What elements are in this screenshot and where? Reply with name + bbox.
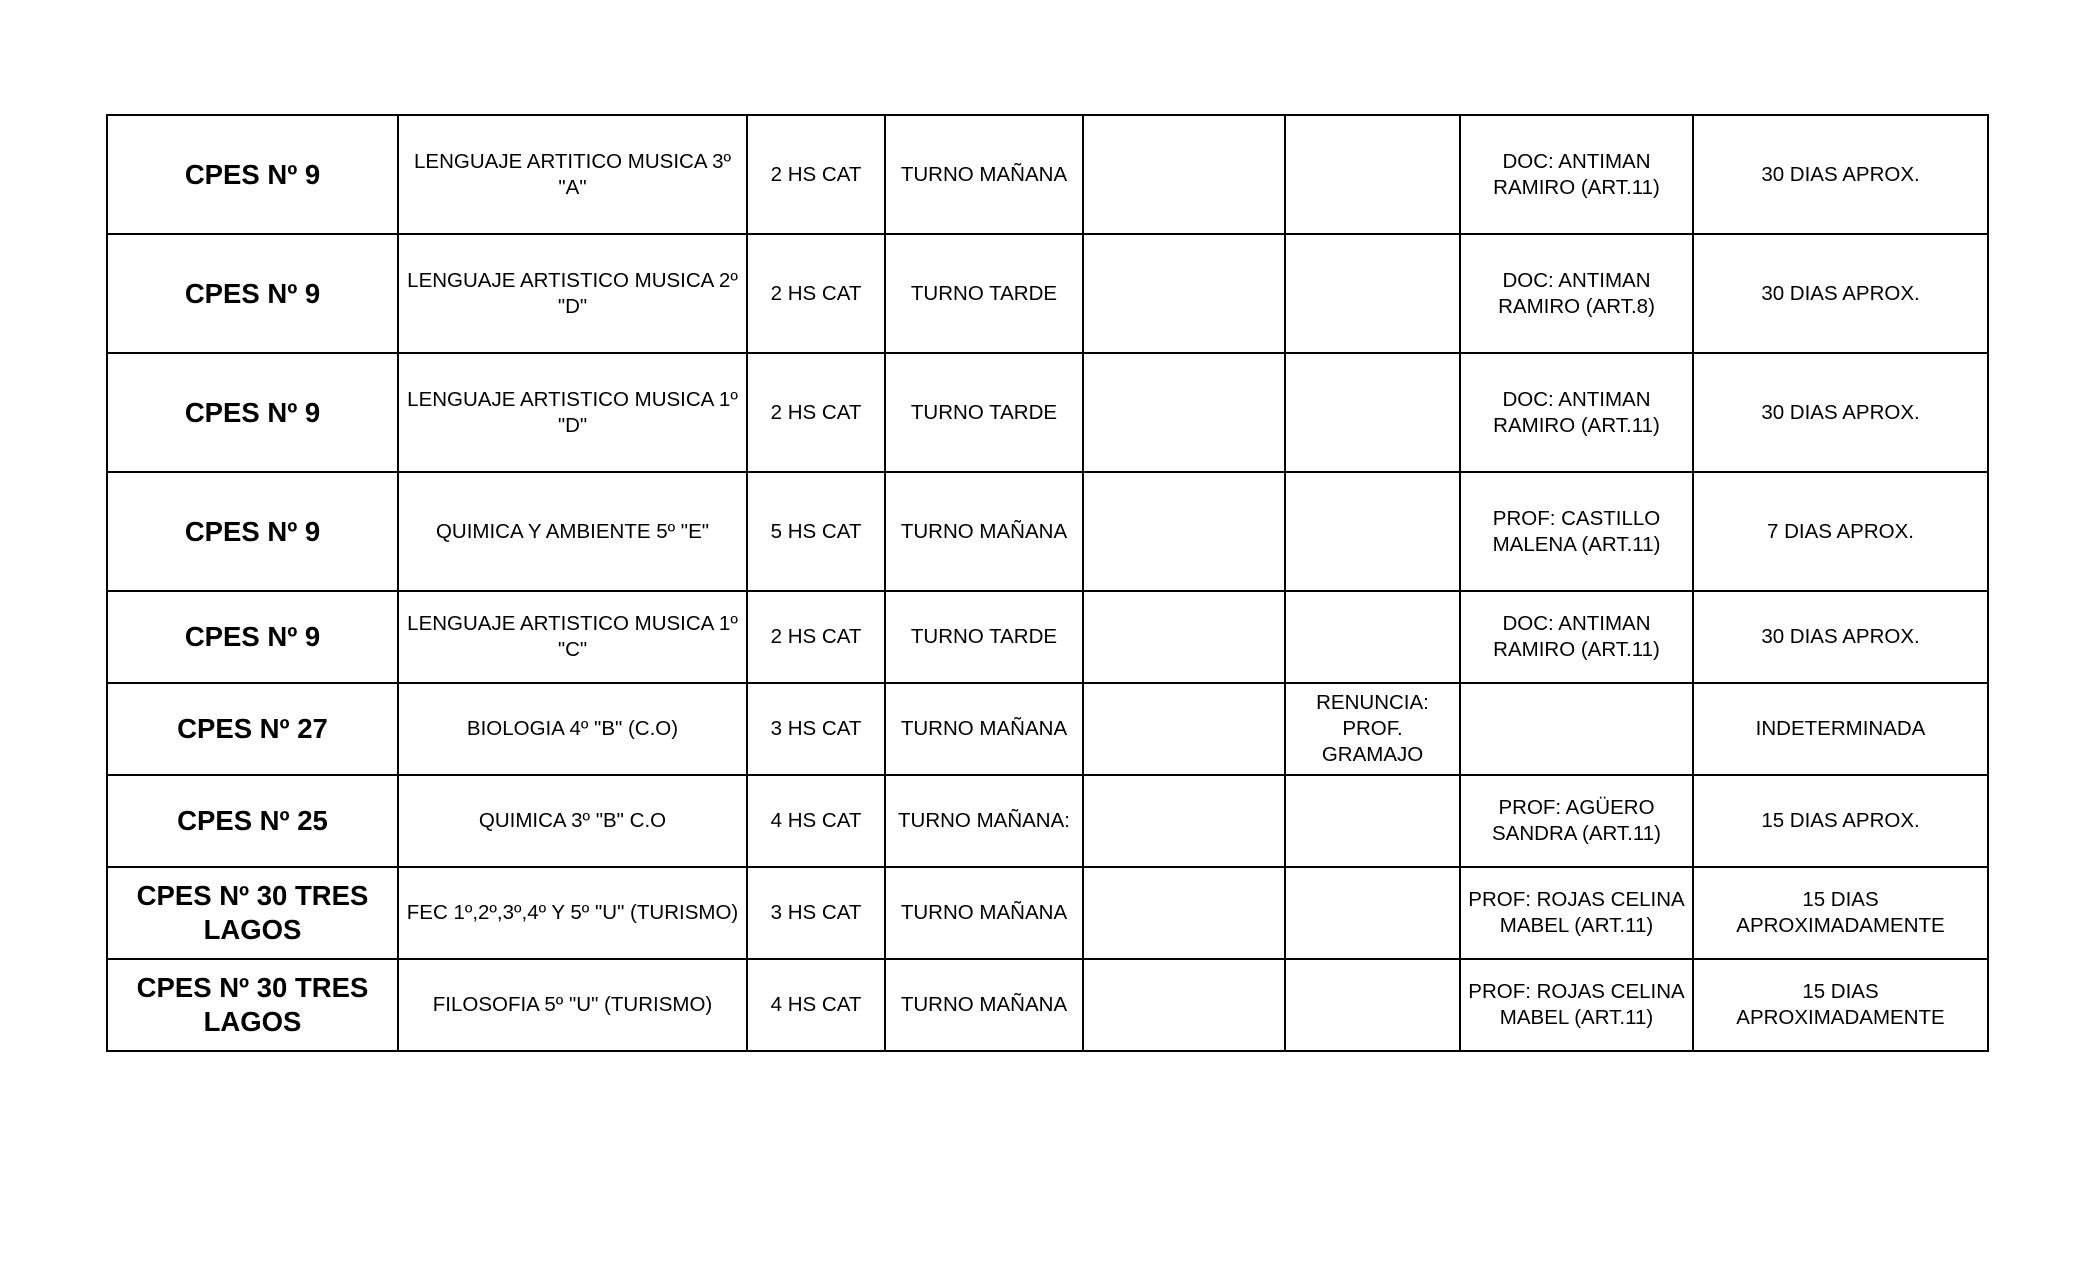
duration-cell: 30 DIAS APROX. (1693, 353, 1988, 472)
note-cell (1285, 115, 1460, 234)
shift-cell: TURNO MAÑANA (885, 867, 1083, 959)
teacher-cell: DOC: ANTIMAN RAMIRO (ART.11) (1460, 591, 1693, 683)
school-cell: CPES Nº 9 (107, 472, 398, 591)
table-row (107, 683, 1988, 775)
duration-cell: 7 DIAS APROX. (1693, 472, 1988, 591)
duration-cell: 30 DIAS APROX. (1693, 234, 1988, 353)
hours-cell: 3 HS CAT (747, 683, 885, 775)
school-cell: CPES Nº 27 (107, 683, 398, 775)
school-cell: CPES Nº 9 (107, 115, 398, 234)
hours-cell: 2 HS CAT (747, 234, 885, 353)
shift-cell: TURNO MAÑANA: (885, 775, 1083, 867)
school-cell: CPES Nº 30 TRES LAGOS (107, 867, 398, 959)
shift-cell: TURNO MAÑANA (885, 683, 1083, 775)
school-cell: CPES Nº 25 (107, 775, 398, 867)
subject-cell: FILOSOFIA 5º "U" (TURISMO) (398, 959, 747, 1051)
shift-cell: TURNO MAÑANA (885, 472, 1083, 591)
duration-cell: 15 DIAS APROXIMADAMENTE (1693, 867, 1988, 959)
table-row (107, 959, 1988, 1051)
note-cell (1285, 353, 1460, 472)
hours-cell: 3 HS CAT (747, 867, 885, 959)
school-cell: CPES Nº 9 (107, 591, 398, 683)
table-row (107, 867, 1988, 959)
empty-cell (1083, 234, 1285, 353)
empty-cell (1083, 353, 1285, 472)
duration-cell: 15 DIAS APROXIMADAMENTE (1693, 959, 1988, 1051)
table-row (107, 775, 1988, 867)
teacher-cell: PROF: CASTILLO MALENA (ART.11) (1460, 472, 1693, 591)
teacher-cell: PROF: ROJAS CELINA MABEL (ART.11) (1460, 867, 1693, 959)
teacher-cell: DOC: ANTIMAN RAMIRO (ART.8) (1460, 234, 1693, 353)
school-cell: CPES Nº 9 (107, 353, 398, 472)
teacher-cell (1460, 683, 1693, 775)
duration-cell: 30 DIAS APROX. (1693, 115, 1988, 234)
duration-cell: 15 DIAS APROX. (1693, 775, 1988, 867)
school-cell: CPES Nº 9 (107, 234, 398, 353)
empty-cell (1083, 775, 1285, 867)
teacher-cell: PROF: ROJAS CELINA MABEL (ART.11) (1460, 959, 1693, 1051)
note-cell (1285, 234, 1460, 353)
empty-cell (1083, 472, 1285, 591)
teacher-cell: DOC: ANTIMAN RAMIRO (ART.11) (1460, 353, 1693, 472)
shift-cell: TURNO TARDE (885, 353, 1083, 472)
note-cell (1285, 591, 1460, 683)
empty-cell (1083, 959, 1285, 1051)
shift-cell: TURNO TARDE (885, 234, 1083, 353)
subject-cell: QUIMICA 3º "B" C.O (398, 775, 747, 867)
note-cell: RENUNCIA: PROF. GRAMAJO (1285, 683, 1460, 775)
hours-cell: 2 HS CAT (747, 591, 885, 683)
note-cell (1285, 775, 1460, 867)
hours-cell: 4 HS CAT (747, 775, 885, 867)
empty-cell (1083, 115, 1285, 234)
note-cell (1285, 959, 1460, 1051)
subject-cell: QUIMICA Y AMBIENTE 5º "E" (398, 472, 747, 591)
subject-cell: BIOLOGIA 4º "B" (C.O) (398, 683, 747, 775)
note-cell (1285, 472, 1460, 591)
table-row (107, 591, 1988, 683)
school-cell: CPES Nº 30 TRES LAGOS (107, 959, 398, 1051)
shift-cell: TURNO TARDE (885, 591, 1083, 683)
subject-cell: LENGUAJE ARTISTICO MUSICA 1º "C" (398, 591, 747, 683)
hours-cell: 2 HS CAT (747, 353, 885, 472)
duration-cell: INDETERMINADA (1693, 683, 1988, 775)
teacher-cell: PROF: AGÜERO SANDRA (ART.11) (1460, 775, 1693, 867)
teacher-cell: DOC: ANTIMAN RAMIRO (ART.11) (1460, 115, 1693, 234)
shift-cell: TURNO MAÑANA (885, 115, 1083, 234)
table-row (107, 234, 1988, 353)
note-cell (1285, 867, 1460, 959)
shift-cell: TURNO MAÑANA (885, 959, 1083, 1051)
subject-cell: FEC 1º,2º,3º,4º Y 5º "U" (TURISMO) (398, 867, 747, 959)
hours-cell: 5 HS CAT (747, 472, 885, 591)
hours-cell: 4 HS CAT (747, 959, 885, 1051)
table-row (107, 472, 1988, 591)
table-row (107, 353, 1988, 472)
subject-cell: LENGUAJE ARTITICO MUSICA 3º "A" (398, 115, 747, 234)
vacancy-table (106, 114, 1989, 1052)
hours-cell: 2 HS CAT (747, 115, 885, 234)
subject-cell: LENGUAJE ARTISTICO MUSICA 1º "D" (398, 353, 747, 472)
empty-cell (1083, 867, 1285, 959)
empty-cell (1083, 683, 1285, 775)
empty-cell (1083, 591, 1285, 683)
subject-cell: LENGUAJE ARTISTICO MUSICA 2º "D" (398, 234, 747, 353)
duration-cell: 30 DIAS APROX. (1693, 591, 1988, 683)
table-row (107, 115, 1988, 234)
